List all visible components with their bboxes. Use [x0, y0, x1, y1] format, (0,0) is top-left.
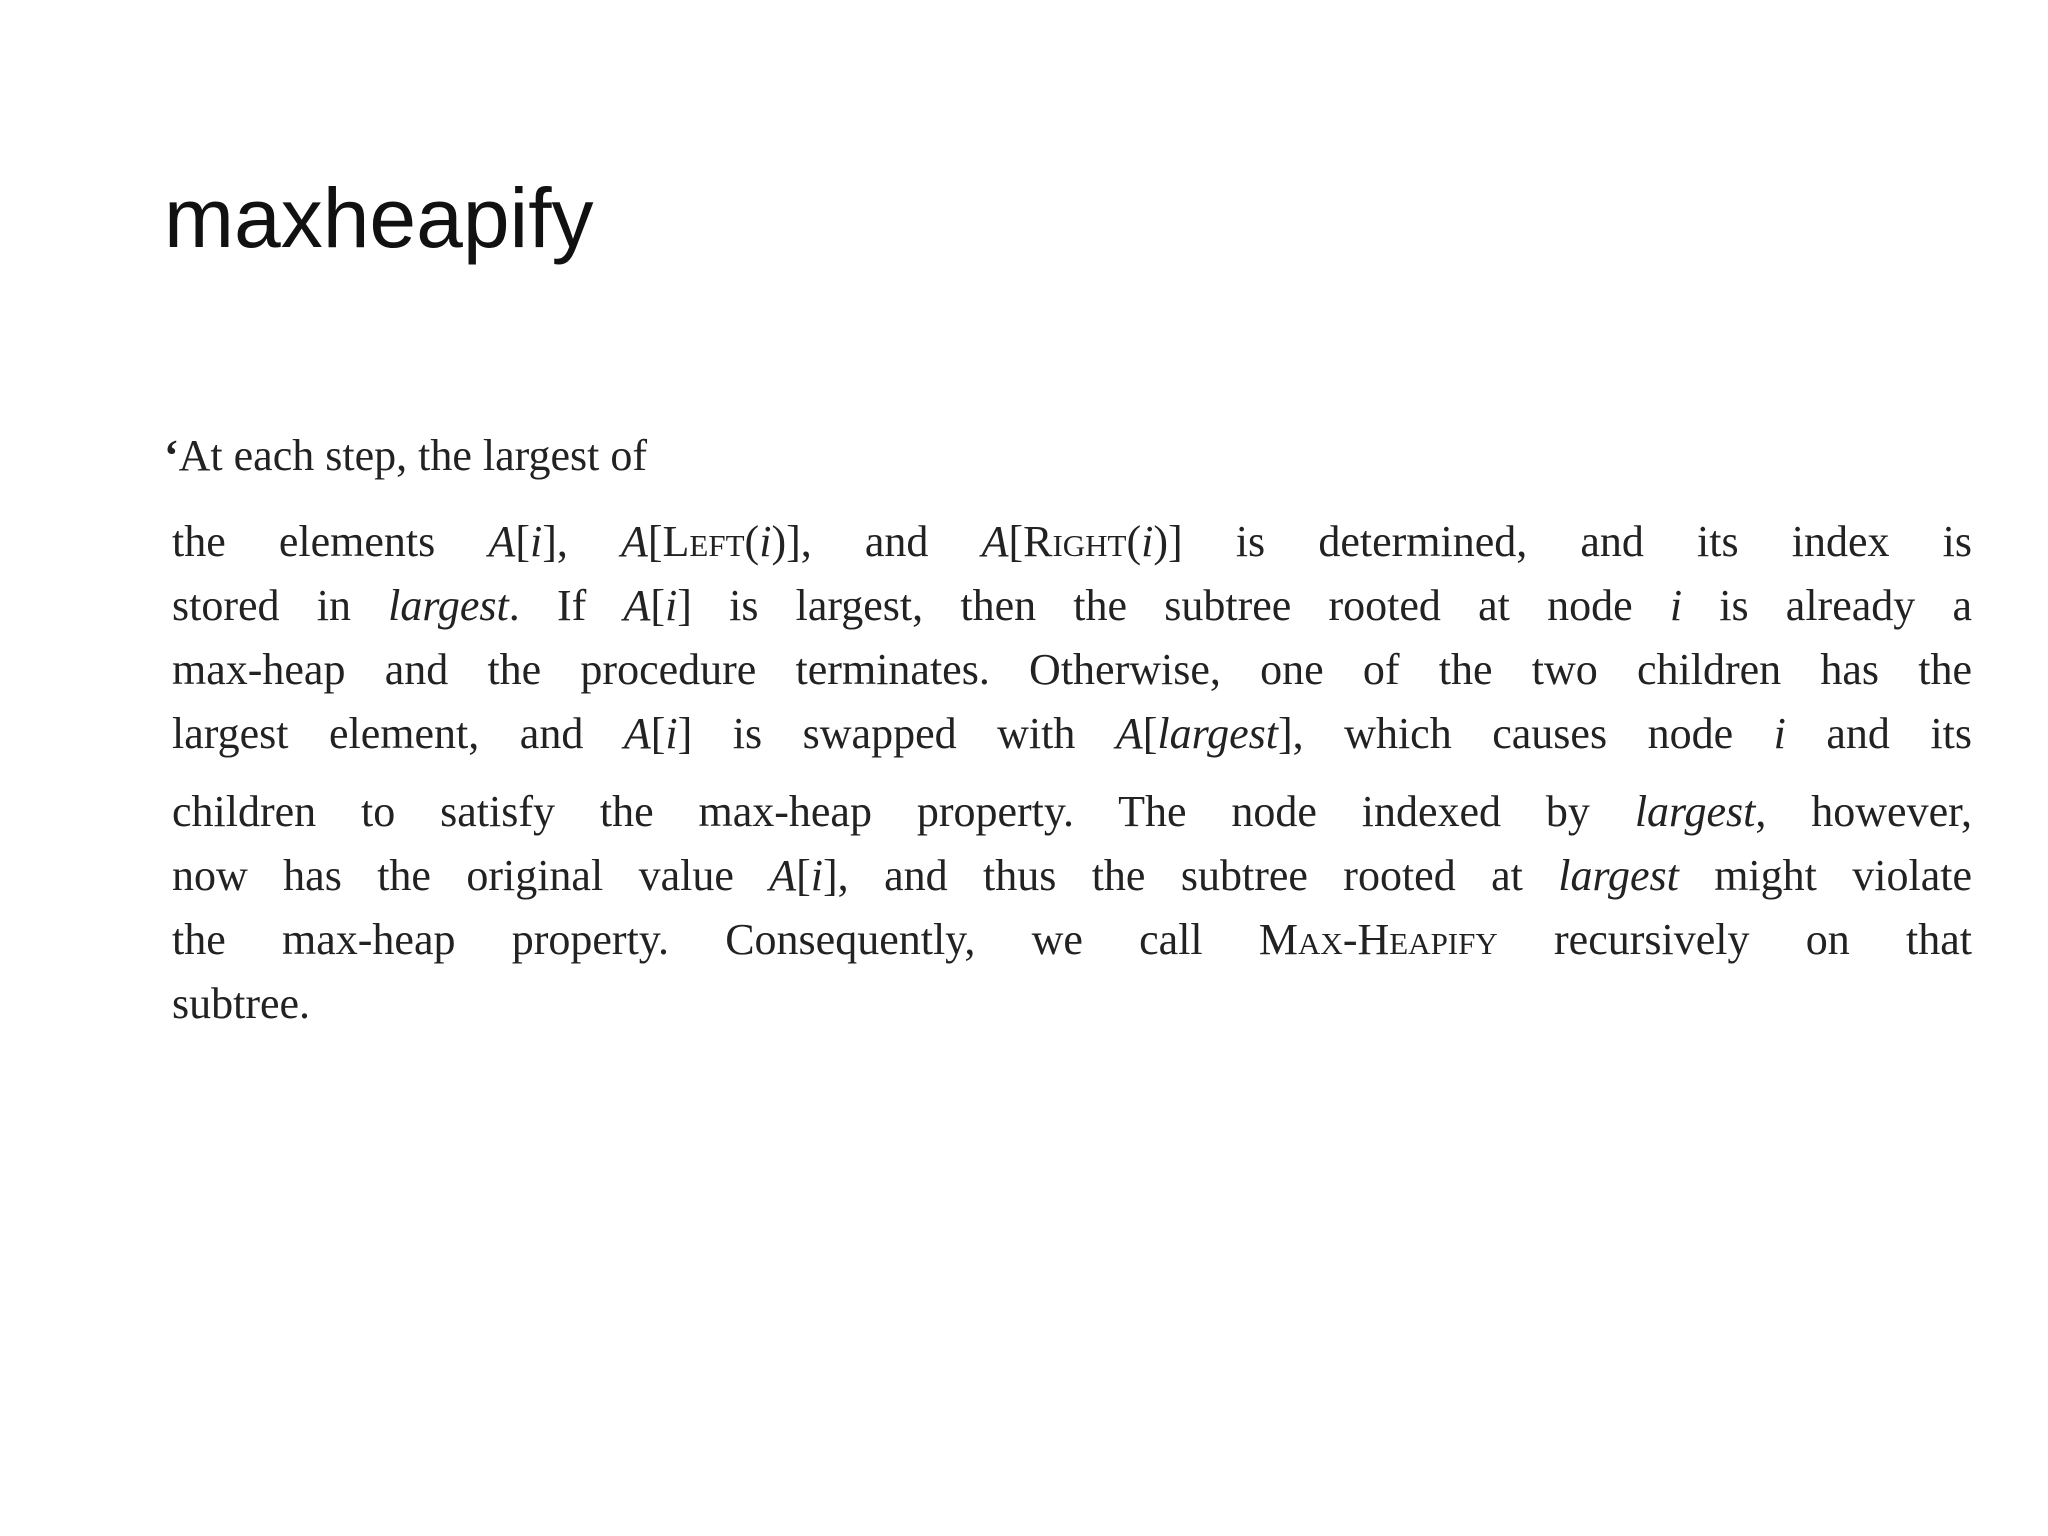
text-run: ] is swapped with — [677, 709, 1116, 758]
excerpt-line-3: max-heap and the procedure terminates. Otherwise, one of the two children has the — [172, 645, 1972, 694]
text-run: [ — [650, 709, 666, 758]
math-var: A — [623, 709, 651, 758]
text-run: )], and — [771, 517, 982, 566]
math-var: largest — [1634, 787, 1756, 836]
text-run: the elements — [172, 517, 489, 566]
math-var: i — [1141, 517, 1154, 566]
text-run: ], — [542, 517, 621, 566]
excerpt-line-7 — [172, 908, 1972, 972]
math-var: largest — [1558, 851, 1679, 900]
text-run: is already a — [1682, 581, 1972, 630]
text-run: ( — [744, 517, 760, 566]
text-run: [ — [1008, 517, 1024, 566]
text-run: [ — [647, 517, 663, 566]
text-run: stored in — [172, 581, 389, 630]
excerpt-intro-text: At each step, the largest of — [178, 431, 648, 480]
text-run: , however, — [1755, 787, 1972, 836]
math-var: A — [621, 517, 648, 566]
text-run: ( — [1126, 517, 1142, 566]
text-run: )] is determined, and its index is — [1153, 517, 1972, 566]
math-var: A — [1115, 709, 1143, 758]
procedure-name: Left — [662, 517, 745, 566]
math-var: largest — [388, 581, 509, 630]
math-var: i — [1669, 581, 1683, 630]
math-var: i — [1773, 709, 1786, 758]
textbook-excerpt — [172, 510, 1972, 1036]
excerpt-line-4 — [172, 702, 1972, 766]
procedure-name: Max-Heapify — [1258, 915, 1498, 964]
text-run: [ — [1142, 709, 1158, 758]
excerpt-line-5 — [172, 780, 1972, 844]
math-var: A — [623, 581, 651, 630]
text-run: [ — [650, 581, 666, 630]
math-var: A — [488, 517, 516, 566]
math-var: i — [665, 581, 678, 630]
excerpt-intro — [164, 430, 647, 483]
text-run: [ — [515, 517, 530, 566]
text-run: recursively on that — [1497, 915, 1972, 964]
opening-quote-mark: ‘ — [164, 431, 179, 480]
math-var: i — [759, 517, 772, 566]
text-run: ], and thus the subtree rooted at — [823, 851, 1559, 900]
text-run: largest element, and — [172, 709, 624, 758]
text-run: might violate — [1678, 851, 1972, 900]
procedure-name: Right — [1023, 517, 1127, 566]
math-var: i — [665, 709, 678, 758]
text-run: ], which causes node — [1278, 709, 1774, 758]
text-run: . If — [508, 581, 624, 630]
excerpt-line-8: subtree. — [172, 979, 311, 1028]
text-run: ] is largest, then the subtree rooted at node — [677, 581, 1670, 630]
slide-title: maxheapify — [164, 171, 594, 265]
math-var: A — [981, 517, 1009, 566]
text-run: children to satisfy the max-heap property. The node indexed by — [172, 787, 1635, 836]
text-run: the max-heap property. Consequently, we call — [172, 915, 1259, 964]
text-run: now has the original value — [172, 851, 770, 900]
text-run: and its — [1785, 709, 1972, 758]
excerpt-line-6 — [172, 844, 1972, 908]
math-var: i — [810, 851, 824, 900]
math-var: i — [529, 517, 543, 566]
excerpt-line-2 — [172, 574, 1972, 638]
excerpt-line-1 — [172, 510, 1972, 574]
text-run: [ — [796, 851, 811, 900]
math-var: largest — [1157, 709, 1279, 758]
math-var: A — [769, 851, 797, 900]
